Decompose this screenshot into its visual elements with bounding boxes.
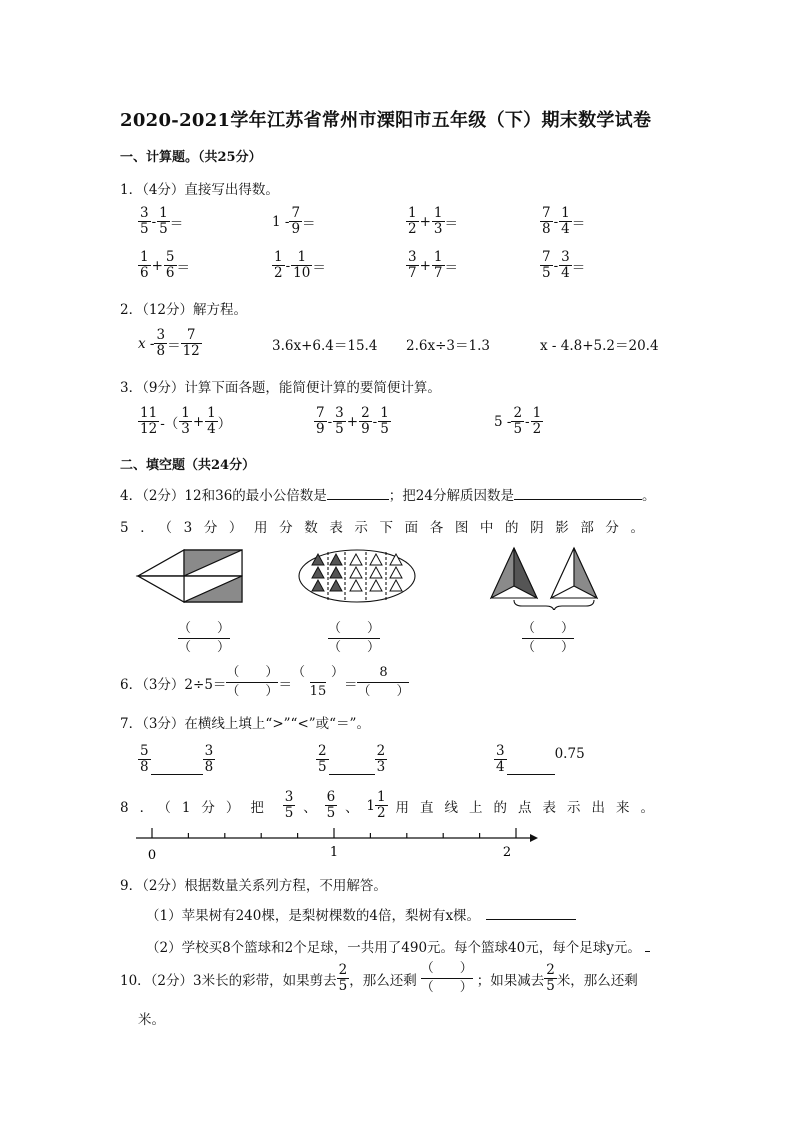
question-2-label: 2．（12分）解方程。 [120, 302, 248, 318]
question-7-label: 7．（3分）在横线上填上“>”“<”或“＝”。 [120, 716, 370, 732]
answer-blank[interactable] [486, 905, 576, 920]
question-9-part-1: （1）苹果树有240棵，是梨树棵数的4倍，梨树有x棵。 [146, 904, 576, 924]
fraction: $\frac{1}{7}$ [433, 249, 443, 281]
answer-blank[interactable] [507, 760, 555, 775]
tick-label-0: 0 [147, 848, 157, 862]
number-line[interactable] [132, 826, 538, 862]
answer-blank[interactable] [329, 760, 375, 775]
q5-figures [120, 542, 620, 610]
fraction: $\frac{7}{12}$ [182, 327, 200, 359]
equation-3: 2.6x÷3＝1.3 [406, 338, 490, 354]
answer-blank[interactable] [645, 937, 650, 952]
tick-label-1: 1 [329, 845, 339, 860]
answer-fraction[interactable]: 8 （ ） [357, 665, 410, 699]
tick-label-2: 2 [502, 845, 512, 860]
question-3-label: 3．（9分）计算下面各题，能简便计算的要简便计算。 [120, 380, 441, 396]
fraction: $\frac{1}{3}$ [433, 205, 443, 237]
fraction: $\frac{1}{10}$ [293, 249, 311, 281]
figure-pyramids [491, 548, 597, 610]
question-1-label: 1．（4分）直接写出得数。 [120, 182, 279, 198]
answer-fraction-2[interactable]: （ ） （ ） [328, 621, 381, 655]
equation-1: x - $\frac{3}{8}$ ＝ $\frac{7}{12}$ [138, 327, 200, 359]
fraction: $\frac{1}{5}$ [159, 205, 168, 237]
fraction: $\frac{3}{5}$ [140, 205, 149, 237]
q1-expression: $\frac{1}{2}$ - $\frac{1}{10}$ ＝ [274, 249, 326, 281]
answer-blank[interactable] [514, 485, 642, 500]
q1-expression: $\frac{7}{8}$ - $\frac{1}{4}$ ＝ [542, 205, 586, 237]
compare-2: $\frac{2}{5}$ $\frac{2}{3}$ [318, 743, 386, 775]
question-9-part-2: （2）学校买8个篮球和2个足球，一共用了490元。每个篮球40元，每个足球y元。 [146, 936, 650, 956]
fraction: $\frac{7}{9}$ [291, 205, 301, 237]
q1-expression: $\frac{7}{5}$ - $\frac{3}{4}$ ＝ [542, 249, 586, 281]
fraction: $\frac{1}{2}$ [408, 205, 417, 237]
equation-4: x - 4.8+5.2＝20.4 [540, 338, 659, 354]
answer-fraction[interactable]: （ ） 15 [291, 665, 344, 699]
question-10: 10．（2分）3米长的彩带，如果剪去 $\frac{2}{5}$ ，那么还剩 （ ） （ ） ；如果减去 $\frac{2}{5}$ 米，那么还剩 [120, 961, 638, 995]
q1-expression: $\frac{1}{6}$ + $\frac{5}{6}$ ＝ [140, 249, 190, 281]
question-8: 8．（1分）把 $\frac{3}{5}$ 、 $\frac{6}{5}$ 、 1 $\frac{1}{2}$ 用直线上的点表示出来。 [120, 789, 665, 821]
fraction: $\frac{3}{4}$ [561, 249, 570, 281]
question-4: 4．（2分）12和36的最小公倍数是 ；把24分解质因数是 。 [120, 484, 655, 504]
calc-expression-2: $\frac{7}{9}$ - $\frac{3}{5}$ + $\frac{2}{9}$ - $\frac{1}{5}$ [316, 405, 389, 437]
calc-expression-1: $\frac{11}{12}$ -（ $\frac{1}{3}$ + $\frac{1}{4}$ ） [140, 405, 232, 437]
q1-expression: $\frac{1}{2}$ + $\frac{1}{3}$ ＝ [408, 205, 458, 237]
equation-2: 3.6x+6.4＝15.4 [272, 338, 378, 354]
answer-fraction-1[interactable]: （ ） （ ） [178, 621, 231, 655]
compare-3: $\frac{3}{4}$ 0.75 [496, 743, 585, 775]
q1-expression: $\frac{3}{7}$ + $\frac{1}{7}$ ＝ [408, 249, 458, 281]
fraction: $\frac{5}{6}$ [165, 249, 175, 281]
question-10-end: 米。 [138, 1012, 165, 1028]
figure-pentagon [138, 550, 242, 602]
answer-fraction-3[interactable]: （ ） （ ） [522, 621, 575, 655]
section-2-heading: 二、填空题（共24分） [120, 458, 256, 473]
fraction: $\frac{1}{2}$ [274, 249, 283, 281]
answer-blank[interactable] [151, 760, 203, 775]
q1-expression: 1 - $\frac{7}{9}$ ＝ [272, 205, 316, 237]
answer-fraction[interactable]: （ ） （ ） [226, 665, 279, 699]
q1-expression: $\frac{3}{5}$ - $\frac{1}{5}$ ＝ [140, 205, 184, 237]
section-1-heading: 一、计算题。（共25分） [120, 150, 262, 165]
calc-expression-3: 5 - $\frac{2}{5}$ - $\frac{1}{2}$ [494, 405, 542, 437]
fraction: $\frac{7}{8}$ [542, 205, 551, 237]
page-title: 2020-2021学年江苏省常州市溧阳市五年级（下）期末数学试卷 [120, 110, 652, 131]
question-9-label: 9．（2分）根据数量关系列方程，不用解答。 [120, 878, 387, 894]
fraction: $\frac{1}{4}$ [561, 205, 570, 237]
fraction: $\frac{3}{8}$ [156, 327, 166, 359]
fraction: $\frac{1}{6}$ [140, 249, 149, 281]
question-5-label: 5．（3分）用分数表示下面各图中的阴影部分。 [120, 520, 656, 536]
answer-fraction[interactable]: （ ） （ ） [420, 961, 473, 995]
fraction: $\frac{7}{5}$ [542, 249, 551, 281]
fraction: $\frac{3}{7}$ [408, 249, 417, 281]
compare-1: $\frac{5}{8}$ $\frac{3}{8}$ [140, 743, 214, 775]
question-6: 6．（3分）2÷5＝ （ ） （ ） ＝ （ ） 15 ＝ 8 （ ） [120, 665, 410, 699]
answer-blank[interactable] [327, 485, 389, 500]
equation-1-prefix: x - [138, 335, 155, 352]
